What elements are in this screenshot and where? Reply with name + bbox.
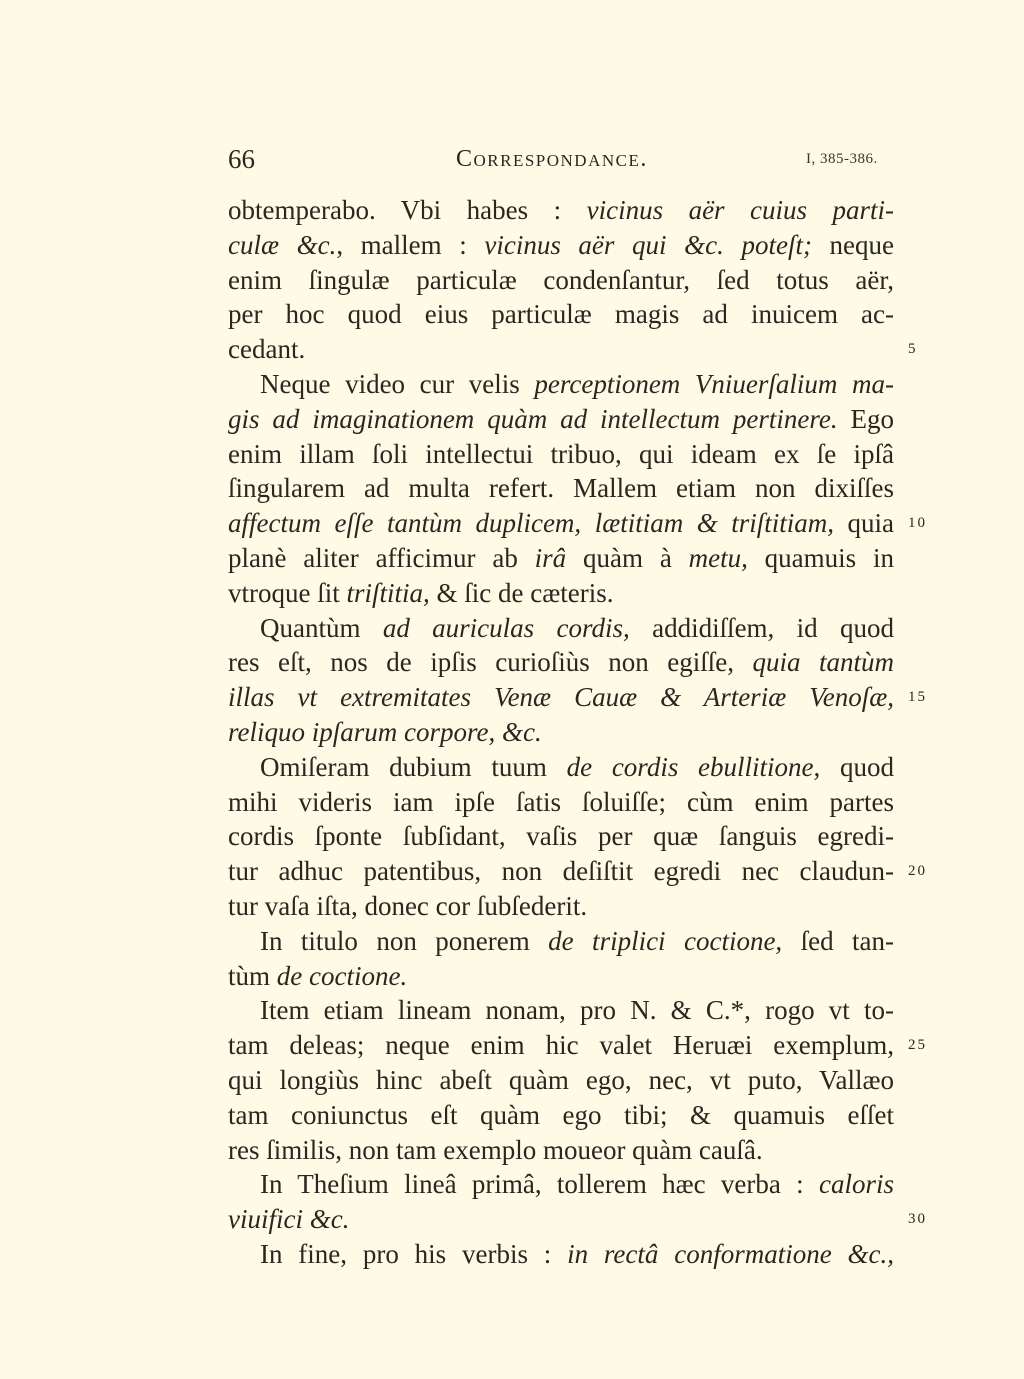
text-line: [228, 576, 894, 611]
text-line: [228, 819, 894, 854]
running-title: Correspondance.: [456, 146, 648, 172]
text-segment: quod: [820, 751, 894, 782]
text-segment: enim illam ſoli intellectui tribuo, qui ideam ex ſe ipſâ: [228, 438, 894, 469]
text-line: [228, 680, 927, 715]
text-segment: obtemperabo. Vbi habes :: [228, 195, 587, 225]
italic-text-segment: gis ad imaginationem quàm ad intellectum pertinere.: [228, 403, 838, 434]
text-line: [228, 471, 894, 506]
text-segment: ſingularem ad multa refert. Mallem etiam non dixiſſes: [228, 473, 894, 504]
italic-text-segment: ad auriculas cordis,: [382, 612, 630, 643]
text-segment: enim ſingulæ particulæ condenſantur, ſed totus aër,: [228, 264, 894, 295]
text-segment: In fine, pro his verbis :: [260, 1238, 568, 1269]
text-body: [228, 193, 927, 1272]
text-line: [228, 1028, 927, 1063]
text-segment: & ſic de cæteris.: [429, 577, 614, 608]
italic-text-segment: viuifici &c.: [228, 1204, 350, 1235]
text-line: [228, 297, 894, 332]
text-line: [228, 193, 894, 228]
text-segment: Item etiam lineam nonam, pro N. & C.*, rogo vt to-: [260, 995, 894, 1026]
text-segment: res ſimilis, non tam exemplo moueor quàm cauſâ.: [228, 1134, 763, 1165]
text-line: [228, 715, 894, 750]
text-line: [228, 1098, 894, 1133]
text-line: [228, 889, 894, 924]
text-segment: tùm: [228, 960, 277, 991]
text-segment: tur vaſa iſta, donec cor ſubſederit.: [228, 890, 588, 921]
italic-text-segment: in rectâ conformatione &c.,: [567, 1238, 894, 1269]
text-segment: quàm à: [566, 542, 689, 573]
text-line: [228, 263, 894, 298]
text-line: [228, 611, 894, 646]
italic-text-segment: vicinus aër cuius parti-: [586, 195, 895, 225]
italic-text-segment: culæ &c.: [228, 229, 337, 260]
page-number: 66: [228, 144, 255, 174]
text-segment: Ego: [837, 403, 894, 434]
text-line: [228, 1237, 894, 1272]
text-segment: vtroque ſit: [228, 577, 347, 608]
line-number: 20: [908, 863, 927, 880]
line-number: 5: [908, 341, 918, 358]
text-line: [228, 541, 894, 576]
text-segment: res eſt, nos de ipſis curioſiùs non egiſſe,: [228, 647, 753, 678]
text-segment: Quantùm: [260, 612, 383, 643]
volume-reference: I, 385-386.: [806, 151, 878, 167]
text-line: [228, 924, 894, 959]
text-line: [228, 785, 894, 820]
text-line: [228, 645, 894, 680]
text-line: [228, 993, 894, 1028]
italic-text-segment: caloris: [818, 1169, 894, 1200]
text-segment: addidiſſem, id quod: [629, 612, 894, 643]
text-segment: tam coniunctus eſt quàm ego tibi; & quamuis eſſet: [228, 1099, 894, 1130]
text-line: [228, 854, 927, 889]
italic-text-segment: perceptionem Vniuerſalium ma-: [534, 368, 894, 399]
text-segment: cedant.: [228, 334, 306, 365]
italic-text-segment: de triplici coctione,: [548, 925, 783, 956]
text-segment: , mallem :: [336, 229, 485, 260]
text-segment: Neque video cur velis: [260, 368, 535, 399]
text-line: [228, 506, 927, 541]
text-line: [228, 1063, 894, 1098]
text-segment: Omiſeram dubium tuum: [260, 751, 567, 782]
running-header: [0, 140, 1024, 180]
text-segment: per hoc quod eius particulæ magis ad inuicem ac-: [228, 299, 894, 330]
text-line: [228, 1167, 894, 1202]
text-line: [228, 402, 894, 437]
italic-text-segment: affectum eſſe tantùm duplicem, lætitiam & triſtitiam,: [228, 508, 834, 539]
italic-text-segment: de cordis ebullitione,: [566, 751, 821, 782]
line-number: 15: [908, 689, 927, 706]
text-segment: cordis ſponte ſubſidant, vaſis per quæ ſanguis egredi-: [228, 821, 894, 852]
text-segment: planè aliter afficimur ab: [228, 542, 535, 573]
italic-text-segment: metu,: [688, 542, 748, 573]
line-number: 25: [908, 1037, 927, 1054]
text-line: [228, 228, 894, 263]
text-segment: quia: [834, 508, 894, 539]
italic-text-segment: illas vt extremitates Venæ Cauæ & Arteriæ Venoſæ,: [228, 682, 894, 713]
line-number: 30: [908, 1211, 927, 1228]
text-segment: In titulo non ponerem: [260, 925, 549, 956]
text-line: [228, 367, 894, 402]
text-segment: mihi videris iam ipſe ſatis ſoluiſſe; cùm enim partes: [228, 786, 894, 817]
italic-text-segment: de coctione.: [276, 960, 408, 991]
text-line: [228, 959, 894, 994]
text-segment: ſed tan-: [782, 925, 894, 956]
text-segment: qui longiùs hinc abeſt quàm ego, nec, vt puto, Vallæo: [228, 1064, 894, 1095]
text-segment: In Theſium lineâ primâ, tollerem hæc verba :: [260, 1169, 819, 1200]
text-line: [228, 437, 894, 472]
italic-text-segment: reliquo ipſarum corpore, &c.: [228, 716, 542, 747]
italic-text-segment: quia tantùm: [752, 647, 894, 678]
text-segment: quamuis in: [747, 542, 894, 573]
text-segment: tur adhuc patentibus, non deſiſtit egredi nec claudun-: [228, 856, 894, 887]
text-line: [228, 1133, 894, 1168]
text-line: [228, 1202, 927, 1237]
text-segment: neque: [811, 229, 895, 260]
text-line: [228, 332, 918, 367]
text-segment: tam deleas; neque enim hic valet Heruæi exemplum,: [228, 1030, 894, 1061]
line-number: 10: [908, 515, 927, 532]
italic-text-segment: irâ: [534, 542, 567, 573]
italic-text-segment: triſtitia,: [346, 577, 430, 608]
text-line: [228, 750, 894, 785]
italic-text-segment: vicinus aër qui &c. poteſt;: [484, 229, 812, 260]
